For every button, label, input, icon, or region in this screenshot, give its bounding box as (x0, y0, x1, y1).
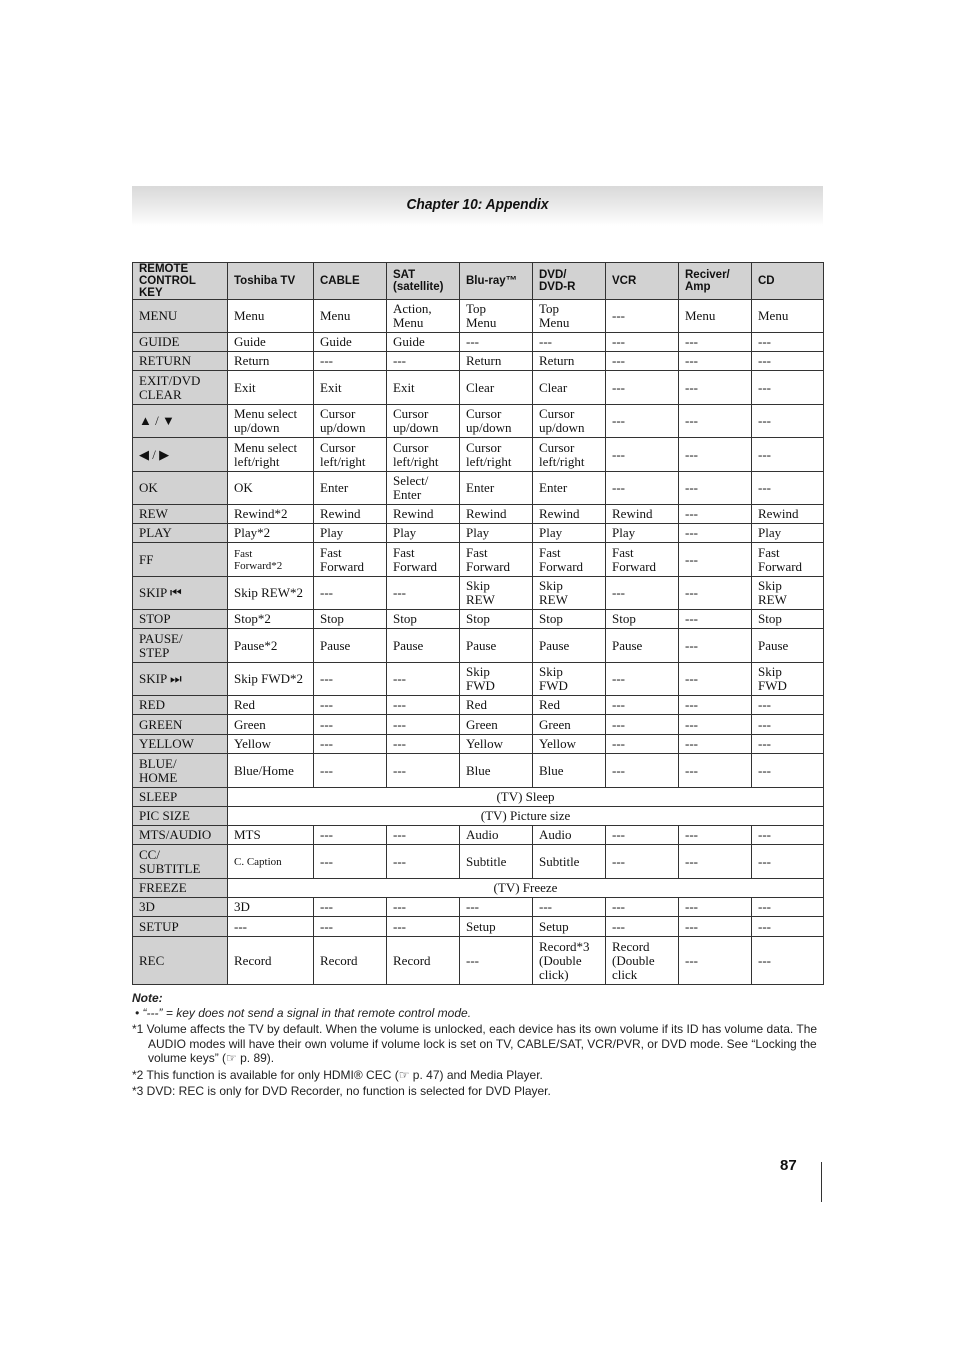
table-cell: --- (752, 826, 824, 845)
table-row (133, 629, 824, 663)
remote-key-cell: GUIDE (133, 333, 228, 352)
table-row (133, 788, 824, 807)
footnote-2: *2 This function is available for only HDMI® CEC (☞ p. 47) and Media Player. (132, 1067, 543, 1082)
remote-key-cell: YELLOW (133, 735, 228, 754)
table-cell: --- (387, 917, 460, 937)
table-cell: Enter (533, 472, 606, 505)
table-cell: --- (679, 663, 752, 696)
table-cell: Yellow (228, 735, 314, 754)
remote-key-cell: PIC SIZE (133, 807, 228, 826)
table-cell: Fast Forward (752, 543, 824, 577)
remote-key-cell: CC/ SUBTITLE (133, 845, 228, 879)
table-row (133, 754, 824, 788)
table-cell: --- (314, 352, 387, 371)
table-cell: Enter (460, 472, 533, 505)
table-cell: --- (752, 352, 824, 371)
table-cell: --- (606, 405, 679, 438)
table-cell: Pause (533, 629, 606, 663)
header-toshiba-tv: Toshiba TV (228, 263, 314, 300)
remote-key-cell: BLUE/ HOME (133, 754, 228, 788)
table-cell: --- (752, 898, 824, 917)
table-cell: Clear (533, 371, 606, 405)
table-cell: --- (606, 898, 679, 917)
table-cell: Action, Menu (387, 300, 460, 333)
table-cell: Play (752, 524, 824, 543)
table-row (133, 826, 824, 845)
chapter-title: Chapter 10: Appendix (406, 196, 549, 213)
table-row (133, 505, 824, 524)
header-dvd: DVD/ DVD-R (533, 263, 606, 300)
table-cell: --- (679, 735, 752, 754)
table-cell: Stop*2 (228, 610, 314, 629)
table-cell: --- (228, 917, 314, 937)
table-cell: C. Caption (228, 845, 314, 879)
table-cell: --- (606, 472, 679, 505)
table-row (133, 879, 824, 898)
table-cell: Menu select up/down (228, 405, 314, 438)
remote-key-cell: MENU (133, 300, 228, 333)
table-cell: --- (460, 937, 533, 985)
table-cell: Stop (752, 610, 824, 629)
remote-key-cell: REW (133, 505, 228, 524)
header-blu-ray: Blu-ray™ (460, 263, 533, 300)
remote-key-cell: SKIP ⏭ (133, 663, 228, 696)
remote-key-cell: STOP (133, 610, 228, 629)
table-cell: Record (Double click (606, 937, 679, 985)
table-cell: --- (606, 438, 679, 472)
table-cell: --- (533, 333, 606, 352)
table-cell: --- (752, 472, 824, 505)
remote-key-cell: MTS/AUDIO (133, 826, 228, 845)
table-cell: Top Menu (533, 300, 606, 333)
table-cell: --- (679, 917, 752, 937)
table-cell: Audio (460, 826, 533, 845)
table-cell: --- (606, 735, 679, 754)
page-number-rule (821, 1162, 822, 1202)
table-row (133, 472, 824, 505)
table-cell: --- (752, 937, 824, 985)
table-cell: --- (314, 917, 387, 937)
table-cell: Pause (314, 629, 387, 663)
table-cell: --- (606, 352, 679, 371)
table-cell: Return (228, 352, 314, 371)
table-cell: Play (387, 524, 460, 543)
table-cell: Return (533, 352, 606, 371)
table-cell: Top Menu (460, 300, 533, 333)
table-cell: Cursor up/down (460, 405, 533, 438)
table-row (133, 663, 824, 696)
table-cell: --- (679, 629, 752, 663)
table-cell: --- (387, 754, 460, 788)
table-cell: --- (387, 898, 460, 917)
table-cell: --- (752, 917, 824, 937)
table-cell: Clear (460, 371, 533, 405)
table-cell: Cursor left/right (533, 438, 606, 472)
table-cell: Setup (533, 917, 606, 937)
table-cell: --- (752, 696, 824, 715)
table-cell: Yellow (460, 735, 533, 754)
table-row (133, 333, 824, 352)
table-cell: Skip REW (533, 577, 606, 610)
note-bullet: • “---” = key does not send a signal in that remote control mode. (135, 1005, 472, 1020)
table-cell: --- (752, 405, 824, 438)
footnote-1: *1 Volume affects the TV by default. When the volume is unlocked, each device has its own volume if its ID has volume data. The AUDIO modes will have their own volume if volume lock is set on TV, CABLE/SAT, VCR/PVR, or DVD mode. See “Locking the volume keys” (☞ p. 89). (132, 1022, 818, 1065)
table-cell: Record (228, 937, 314, 985)
table-row (133, 577, 824, 610)
table-cell: --- (679, 438, 752, 472)
table-cell: --- (606, 333, 679, 352)
table-cell: --- (387, 352, 460, 371)
table-cell: --- (752, 371, 824, 405)
table-cell: --- (752, 438, 824, 472)
table-cell: --- (679, 505, 752, 524)
table-cell: Cursor left/right (387, 438, 460, 472)
table-cell: Cursor up/down (387, 405, 460, 438)
table-cell: --- (606, 826, 679, 845)
table-cell: --- (752, 754, 824, 788)
table-row (133, 898, 824, 917)
table-cell: 3D (228, 898, 314, 917)
table-cell: Menu (228, 300, 314, 333)
table-cell: Stop (460, 610, 533, 629)
remote-key-cell: GREEN (133, 715, 228, 735)
table-row (133, 524, 824, 543)
table-cell: --- (606, 754, 679, 788)
table-cell: --- (387, 826, 460, 845)
table-cell: --- (752, 735, 824, 754)
table-row (133, 371, 824, 405)
table-cell: --- (606, 300, 679, 333)
chapter-header-band (132, 186, 823, 226)
table-row (133, 845, 824, 879)
table-cell: Exit (387, 371, 460, 405)
table-cell: Green (533, 715, 606, 735)
remote-key-cell: FREEZE (133, 879, 228, 898)
table-cell: Record*3 (Double click) (533, 937, 606, 985)
table-cell: Skip FWD (533, 663, 606, 696)
table-row (133, 405, 824, 438)
table-cell: --- (606, 845, 679, 879)
header-sat: SAT (satellite) (387, 263, 460, 300)
table-cell: Exit (228, 371, 314, 405)
remote-key-cell: ▲ / ▼ (133, 405, 228, 438)
table-cell: --- (679, 543, 752, 577)
table-cell: --- (679, 696, 752, 715)
remote-key-cell: EXIT/DVD CLEAR (133, 371, 228, 405)
remote-key-cell: OK (133, 472, 228, 505)
table-cell: Pause (387, 629, 460, 663)
table-cell: Guide (228, 333, 314, 352)
table-cell: --- (606, 663, 679, 696)
table-cell: --- (314, 735, 387, 754)
table-cell: --- (679, 826, 752, 845)
table-cell: Cursor up/down (533, 405, 606, 438)
remote-key-cell: RED (133, 696, 228, 715)
remote-control-key-table (132, 262, 824, 985)
table-cell: --- (679, 715, 752, 735)
remote-key-cell: PAUSE/ STEP (133, 629, 228, 663)
table-cell: Play (314, 524, 387, 543)
table-cell: Rewind (752, 505, 824, 524)
table-cell: --- (606, 696, 679, 715)
table-cell: --- (606, 371, 679, 405)
table-cell: Fast Forward (460, 543, 533, 577)
table-cell: --- (679, 405, 752, 438)
remote-key-cell: REC (133, 937, 228, 985)
table-row (133, 610, 824, 629)
table-cell: --- (314, 715, 387, 735)
table-cell: Blue/Home (228, 754, 314, 788)
table-cell: Skip REW*2 (228, 577, 314, 610)
table-cell: --- (606, 715, 679, 735)
table-cell: --- (460, 333, 533, 352)
table-cell: Select/ Enter (387, 472, 460, 505)
table-cell: --- (752, 715, 824, 735)
table-cell: Cursor up/down (314, 405, 387, 438)
header-remote-control-key: REMOTE CONTROL KEY (133, 263, 228, 300)
table-cell: --- (679, 610, 752, 629)
table-cell: Skip FWD (752, 663, 824, 696)
table-cell: --- (752, 845, 824, 879)
table-cell: OK (228, 472, 314, 505)
table-cell: Stop (606, 610, 679, 629)
table-cell: Subtitle (533, 845, 606, 879)
table-cell: Skip REW (460, 577, 533, 610)
table-cell: Guide (387, 333, 460, 352)
table-cell: --- (679, 472, 752, 505)
remote-key-cell: RETURN (133, 352, 228, 371)
remote-key-cell: SLEEP (133, 788, 228, 807)
remote-key-cell: PLAY (133, 524, 228, 543)
table-cell: Audio (533, 826, 606, 845)
table-row (133, 438, 824, 472)
table-header-row (133, 263, 824, 300)
table-cell: Return (460, 352, 533, 371)
tv-only-function-cell: (TV) Picture size (228, 807, 824, 826)
table-cell: --- (679, 937, 752, 985)
table-cell: Green (228, 715, 314, 735)
table-cell: --- (679, 898, 752, 917)
table-cell: Red (533, 696, 606, 715)
remote-key-cell: FF (133, 543, 228, 577)
table-cell: --- (314, 696, 387, 715)
table-cell: Rewind (314, 505, 387, 524)
table-cell: Pause (460, 629, 533, 663)
table-cell: --- (679, 333, 752, 352)
table-cell: Green (460, 715, 533, 735)
remote-key-cell: SKIP ⏮ (133, 577, 228, 610)
table-cell: Red (460, 696, 533, 715)
table-cell: --- (314, 577, 387, 610)
table-cell: Record (314, 937, 387, 985)
table-cell: Yellow (533, 735, 606, 754)
table-cell: --- (387, 577, 460, 610)
table-cell: --- (314, 754, 387, 788)
table-cell: Fast Forward*2 (228, 543, 314, 577)
table-cell: --- (387, 845, 460, 879)
header-cd: CD (752, 263, 824, 300)
table-cell: --- (606, 917, 679, 937)
note-title: Note: (132, 991, 163, 1005)
table-cell: --- (314, 845, 387, 879)
table-row (133, 696, 824, 715)
table-cell: --- (533, 898, 606, 917)
tv-only-function-cell: (TV) Freeze (228, 879, 824, 898)
table-cell: Fast Forward (387, 543, 460, 577)
table-row (133, 807, 824, 826)
table-cell: --- (752, 333, 824, 352)
table-cell: Play (533, 524, 606, 543)
table-cell: --- (679, 371, 752, 405)
table-cell: Blue (533, 754, 606, 788)
table-cell: Play (606, 524, 679, 543)
table-row (133, 352, 824, 371)
table-cell: Rewind (460, 505, 533, 524)
header-receiver-amp: Reciver/ Amp (679, 263, 752, 300)
table-cell: --- (387, 735, 460, 754)
table-cell: Guide (314, 333, 387, 352)
header-cable: CABLE (314, 263, 387, 300)
table-body (133, 300, 824, 985)
table-cell: --- (314, 826, 387, 845)
table-cell: MTS (228, 826, 314, 845)
table-cell: Fast Forward (314, 543, 387, 577)
table-cell: --- (679, 577, 752, 610)
page-number: 87 (780, 1157, 797, 1174)
table-row (133, 937, 824, 985)
table-cell: Stop (533, 610, 606, 629)
table-cell: Play (460, 524, 533, 543)
table-cell: Blue (460, 754, 533, 788)
table-cell: Exit (314, 371, 387, 405)
table-cell: --- (679, 524, 752, 543)
table-cell: Skip FWD*2 (228, 663, 314, 696)
table-cell: Rewind (606, 505, 679, 524)
tv-only-function-cell: (TV) Sleep (228, 788, 824, 807)
table-cell: --- (387, 696, 460, 715)
table-cell: Fast Forward (606, 543, 679, 577)
remote-key-cell: ◀ / ▶ (133, 438, 228, 472)
table-cell: Play*2 (228, 524, 314, 543)
table-cell: Skip FWD (460, 663, 533, 696)
table-cell: Pause (752, 629, 824, 663)
table-cell: --- (679, 754, 752, 788)
table-cell: Rewind (533, 505, 606, 524)
table-cell: --- (460, 898, 533, 917)
table-cell: --- (679, 352, 752, 371)
table-cell: Record (387, 937, 460, 985)
table-cell: Rewind*2 (228, 505, 314, 524)
table-cell: Skip REW (752, 577, 824, 610)
table-cell: --- (314, 663, 387, 696)
table-cell: --- (387, 663, 460, 696)
table-cell: Menu (314, 300, 387, 333)
table-cell: Stop (387, 610, 460, 629)
table-cell: Enter (314, 472, 387, 505)
table-cell: Pause*2 (228, 629, 314, 663)
table-cell: Rewind (387, 505, 460, 524)
table-row (133, 543, 824, 577)
table-cell: Menu select left/right (228, 438, 314, 472)
table-row (133, 715, 824, 735)
table-cell: --- (387, 715, 460, 735)
table-row (133, 300, 824, 333)
table-cell: Subtitle (460, 845, 533, 879)
table-cell: Cursor left/right (460, 438, 533, 472)
table-cell: --- (314, 898, 387, 917)
table-row (133, 917, 824, 937)
table-cell: --- (606, 577, 679, 610)
remote-key-cell: 3D (133, 898, 228, 917)
table-cell: Setup (460, 917, 533, 937)
remote-key-cell: SETUP (133, 917, 228, 937)
table-row (133, 735, 824, 754)
table-cell: Cursor left/right (314, 438, 387, 472)
footnote-3: *3 DVD: REC is only for DVD Recorder, no function is selected for DVD Player. (132, 1084, 551, 1098)
table-cell: Pause (606, 629, 679, 663)
table-cell: Stop (314, 610, 387, 629)
header-vcr: VCR (606, 263, 679, 300)
table-cell: --- (679, 845, 752, 879)
table-cell: Fast Forward (533, 543, 606, 577)
table-cell: Menu (679, 300, 752, 333)
notes-section (132, 991, 824, 1099)
table-cell: Red (228, 696, 314, 715)
table-cell: Menu (752, 300, 824, 333)
